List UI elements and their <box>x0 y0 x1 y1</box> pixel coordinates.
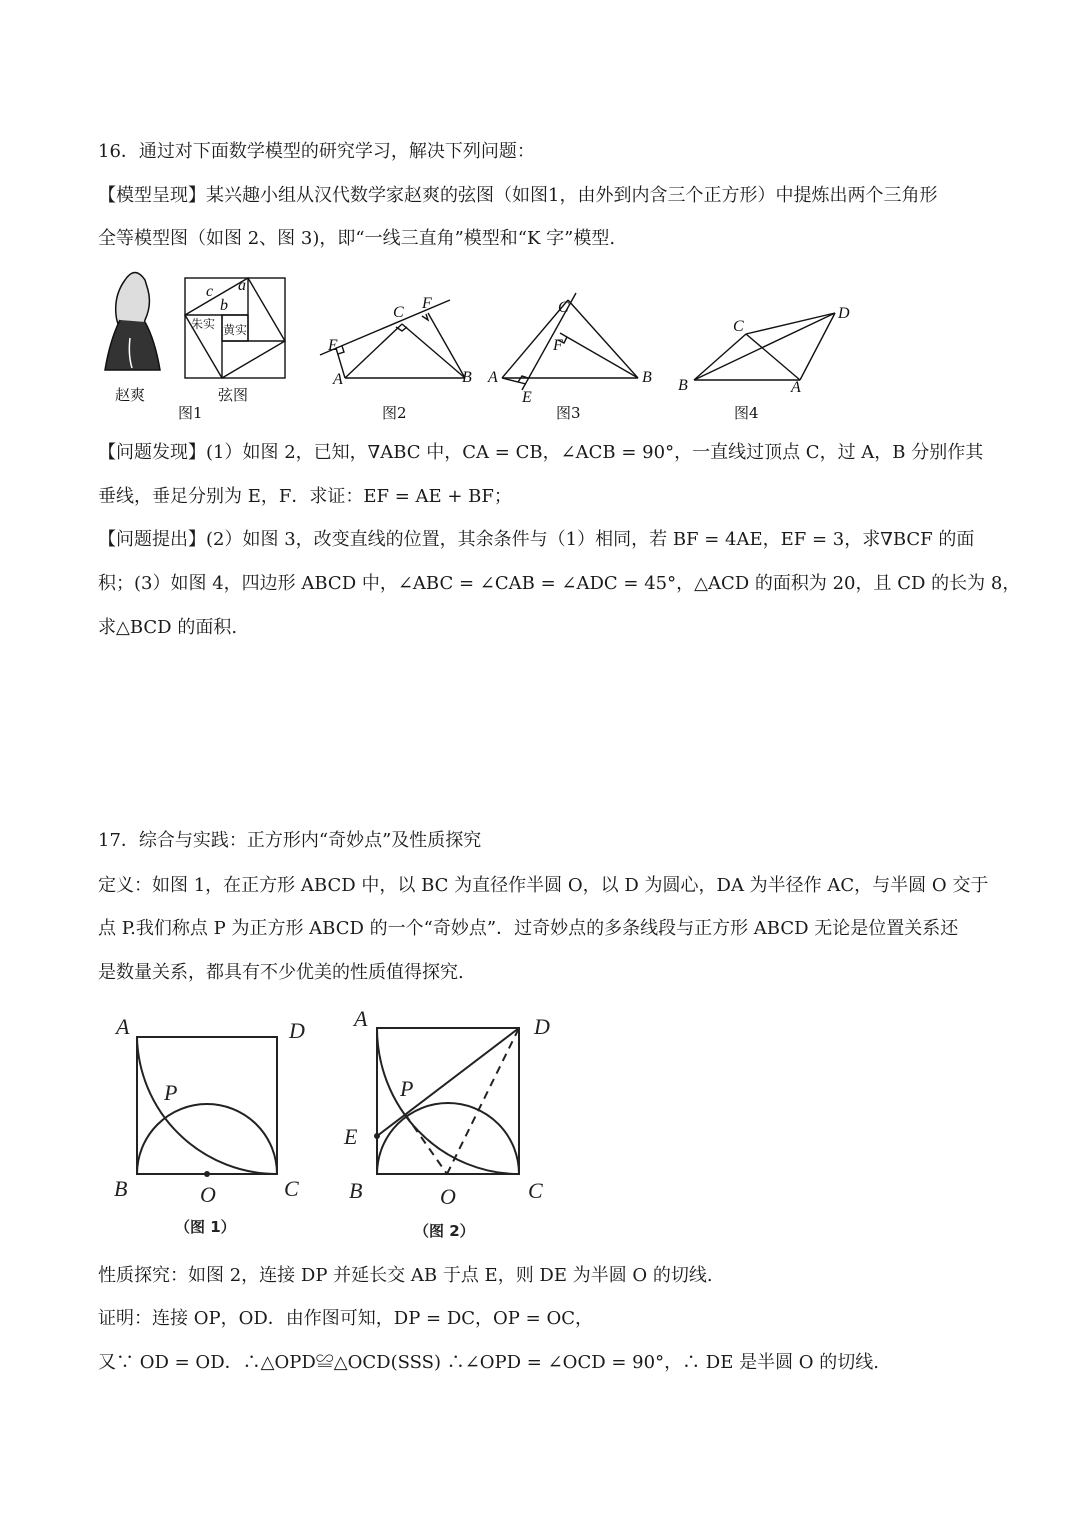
fig4-diagram <box>694 313 835 380</box>
q17-explore-line: 性质探究：如图 2，连接 DP 并延长交 AB 于点 E，则 DE 为半圆 O 的切线. <box>98 1265 713 1286</box>
fig4-label-B: B <box>678 377 688 394</box>
q17-fig1-diagram <box>137 1037 277 1174</box>
q16-propose-line3: 求△BCD 的面积. <box>98 617 238 638</box>
q16-propose-line2: 积；(3）如图 4，四边形 ABCD 中，∠ABC = ∠CAB = ∠ADC = 45°，△ACD 的面积为 20，且 CD 的长为 8， <box>98 573 1021 594</box>
q17-fig2-label-O: O <box>440 1184 456 1209</box>
q17-fig1-label-P: P <box>164 1080 178 1105</box>
fig4-caption: 图4 <box>734 404 759 422</box>
q16-propose-line1: 【问题提出】(2）如图 3，改变直线的位置，其余条件与（1）相同，若 BF = 4AE，EF = 3，求∇BCF 的面 <box>98 529 975 550</box>
q16-model-line2: 全等模型图（如图 2、图 3)，即“一线三直角”模型和“K 字”模型. <box>98 228 616 249</box>
q17-fig1-label-B: B <box>114 1176 128 1201</box>
q17-fig1-center-dot <box>204 1171 210 1177</box>
q17-fig2-label-E: E <box>344 1124 358 1149</box>
chord-label-c: c <box>206 283 214 300</box>
fig2-label-F: F <box>422 295 432 312</box>
fig4-label-A: A <box>791 379 801 396</box>
chord-label-b: b <box>220 297 228 314</box>
q17-fig2-label-A: A <box>354 1006 368 1031</box>
q17-title: 17．综合与实践：正方形内“奇妙点”及性质探究 <box>98 830 482 851</box>
fig2-caption: 图2 <box>382 404 407 422</box>
chord-label-zhushi: 朱实 <box>191 317 216 331</box>
q16-discover-line1: 【问题发现】(1）如图 2，已知，∇ABC 中，CA = CB，∠ACB = 90°，一直线过顶点 C，过 A，B 分别作其 <box>98 442 984 463</box>
q17-def-line1: 定义：如图 1，在正方形 ABCD 中，以 BC 为直径作半圆 O，以 D 为圆心，DA 为半径作 AC，与半圆 O 交于 <box>98 875 989 896</box>
fig3-label-B: B <box>642 369 652 386</box>
fig2-label-A: A <box>333 371 343 388</box>
q17-fig2-point-E <box>374 1133 380 1139</box>
q17-fig2-label-B: B <box>349 1178 363 1203</box>
fig2-label-B: B <box>462 369 472 386</box>
q16-discover-line2: 垂线，垂足分别为 E，F．求证：EF = AE + BF； <box>98 486 512 507</box>
q17-fig1-label-O: O <box>200 1182 216 1207</box>
chord-caption: 弦图 <box>218 386 249 404</box>
q17-fig2-label-D: D <box>534 1014 550 1039</box>
q17-fig1-label-C: C <box>284 1176 299 1201</box>
q17-fig1-label-D: D <box>289 1018 305 1043</box>
q17-def-line2: 点 P.我们称点 P 为正方形 ABCD 的一个“奇妙点”．过奇妙点的多条线段与正方形 ABCD 无论是位置关系还 <box>98 918 959 939</box>
fig3-label-A: A <box>488 369 498 386</box>
fig1-caption: 图1 <box>178 404 203 422</box>
q17-figures <box>100 1000 580 1250</box>
chord-label-a: a <box>238 277 246 294</box>
q16-model-line1: 【模型呈现】某兴趣小组从汉代数学家赵爽的弦图（如图1，由外到内含三个正方形）中提炼出两个三角形 <box>98 185 938 206</box>
fig3-caption: 图3 <box>556 404 581 422</box>
q17-proof-line1: 证明：连接 OP，OD．由作图可知，DP = DC，OP = OC， <box>98 1308 593 1329</box>
q17-fig1-caption: （图 1） <box>175 1218 236 1236</box>
fig3-label-C: C <box>558 299 569 316</box>
fig4-label-D: D <box>838 305 850 322</box>
q17-fig1-label-A: A <box>116 1014 130 1039</box>
fig4-label-C: C <box>733 318 744 335</box>
q17-fig2-caption: （图 2） <box>414 1222 475 1240</box>
q16-figures <box>90 260 890 430</box>
chord-label-huangshi: 黄实 <box>223 323 248 337</box>
q17-fig2-label-P: P <box>400 1076 414 1101</box>
q16-title: 16．通过对下面数学模型的研究学习，解决下列问题： <box>98 141 535 162</box>
q17-fig2-label-C: C <box>528 1178 543 1203</box>
fig3-diagram <box>502 293 638 390</box>
portrait-caption: 赵爽 <box>115 386 146 404</box>
q17-fig2-diagram <box>377 1028 519 1174</box>
fig2-label-E: E <box>328 337 338 354</box>
q17-proof-line2: 又∵ OD = OD．∴△OPD≌△OCD(SSS) ∴∠OPD = ∠OCD = 90°，∴ DE 是半圆 O 的切线. <box>98 1352 880 1373</box>
fig2-label-C: C <box>393 304 404 321</box>
fig3-label-F: F <box>553 337 563 354</box>
zhaoshuang-portrait <box>105 273 160 371</box>
fig3-label-E: E <box>522 389 532 406</box>
q17-def-line3: 是数量关系，都具有不少优美的性质值得探究. <box>98 962 464 983</box>
